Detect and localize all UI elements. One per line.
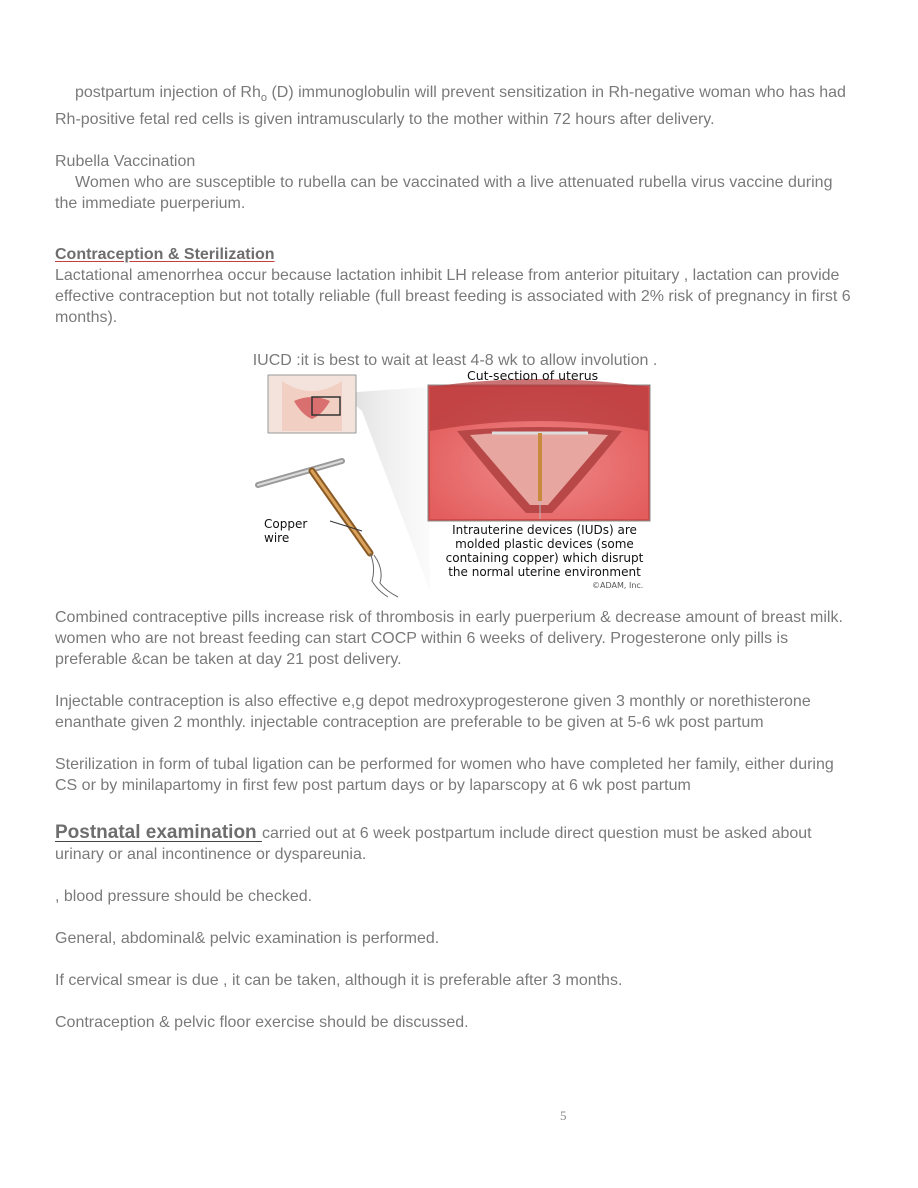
postnatal-paragraph	[55, 822, 855, 865]
pills-paragraph: Combined contraceptive pills increase risk of thrombosis in early puerperium & decrease amount of breast milk. women who are not breast feeding can start COCP within 6 weeks of delivery. Progesterone only pills is preferable &can be taken at day 21 post delivery.	[55, 609, 843, 669]
iucd-line: IUCD :it is best to wait at least 4-8 wk to allow involution .	[252, 352, 658, 370]
rh-subscript: o	[260, 92, 267, 105]
iud-figure	[252, 368, 682, 599]
contraception-heading: Contraception & Sterilization	[55, 246, 275, 264]
rh-text-end: (D) immunoglobulin will prevent sensitization in Rh-negative woman who has had Rh-positive fetal red cells is given intramuscularly to the mother within 72 hours after delivery.	[55, 84, 846, 129]
rubella-title: Rubella Vaccination	[55, 153, 196, 171]
lactation-paragraph: Lactational amenorrhea occur because lactation inhibit LH release from anterior pituitary , lactation can provide effective contraception but not totally reliable (full breast feeding is associated with 2% risk of pregnancy in first 6 months).	[55, 267, 851, 327]
postnatal-heading: Postnatal examination	[55, 822, 262, 844]
page-number: 5	[560, 1108, 567, 1123]
postnatal-text: carried out at 6 week postpartum include direct question must be asked about urinary or anal incontinence or dyspareunia.	[55, 825, 812, 864]
smear-line: If cervical smear is due , it can be taken, although it is preferable after 3 months.	[55, 972, 623, 990]
figure-caption	[417, 523, 672, 579]
figure-title: Cut-section of uterus	[467, 368, 599, 384]
rh-paragraph	[55, 82, 855, 130]
caption-line-1: Intrauterine devices (IUDs) are	[452, 523, 637, 538]
caption-line-4: the normal uterine environment	[448, 565, 641, 580]
caption-line-2: molded plastic devices (some	[455, 537, 634, 552]
rubella-text: Women who are susceptible to rubella can be vaccinated with a live attenuated rubella virus vaccine during the immediate puerperium.	[55, 174, 833, 213]
copper-label-line2: wire	[264, 531, 290, 546]
discussion-line: Contraception & pelvic floor exercise should be discussed.	[55, 1014, 469, 1032]
bp-line: , blood pressure should be checked.	[55, 888, 313, 906]
document-page	[55, 82, 855, 1033]
injectable-paragraph: Injectable contraception is also effective e,g depot medroxyprogesterone given 3 monthly or norethisterone enanthate given 2 monthly. injectable contraception are preferable to be given at 5-6 wk post partum	[55, 693, 811, 732]
rh-text-start: postpartum injection of Rh	[75, 84, 261, 101]
general-exam-line: General, abdominal& pelvic examination is performed.	[55, 930, 440, 948]
copper-label-line1: Copper	[264, 517, 308, 532]
figure-credit: ©ADAM, Inc.	[592, 581, 644, 591]
caption-line-3: containing copper) which disrupt	[445, 551, 644, 566]
sterilization-paragraph: Sterilization in form of tubal ligation can be performed for women who have completed her family, either during CS or by minilapartomy in first few post partum days or by laparscopy at 6 wk post partum	[55, 756, 834, 795]
